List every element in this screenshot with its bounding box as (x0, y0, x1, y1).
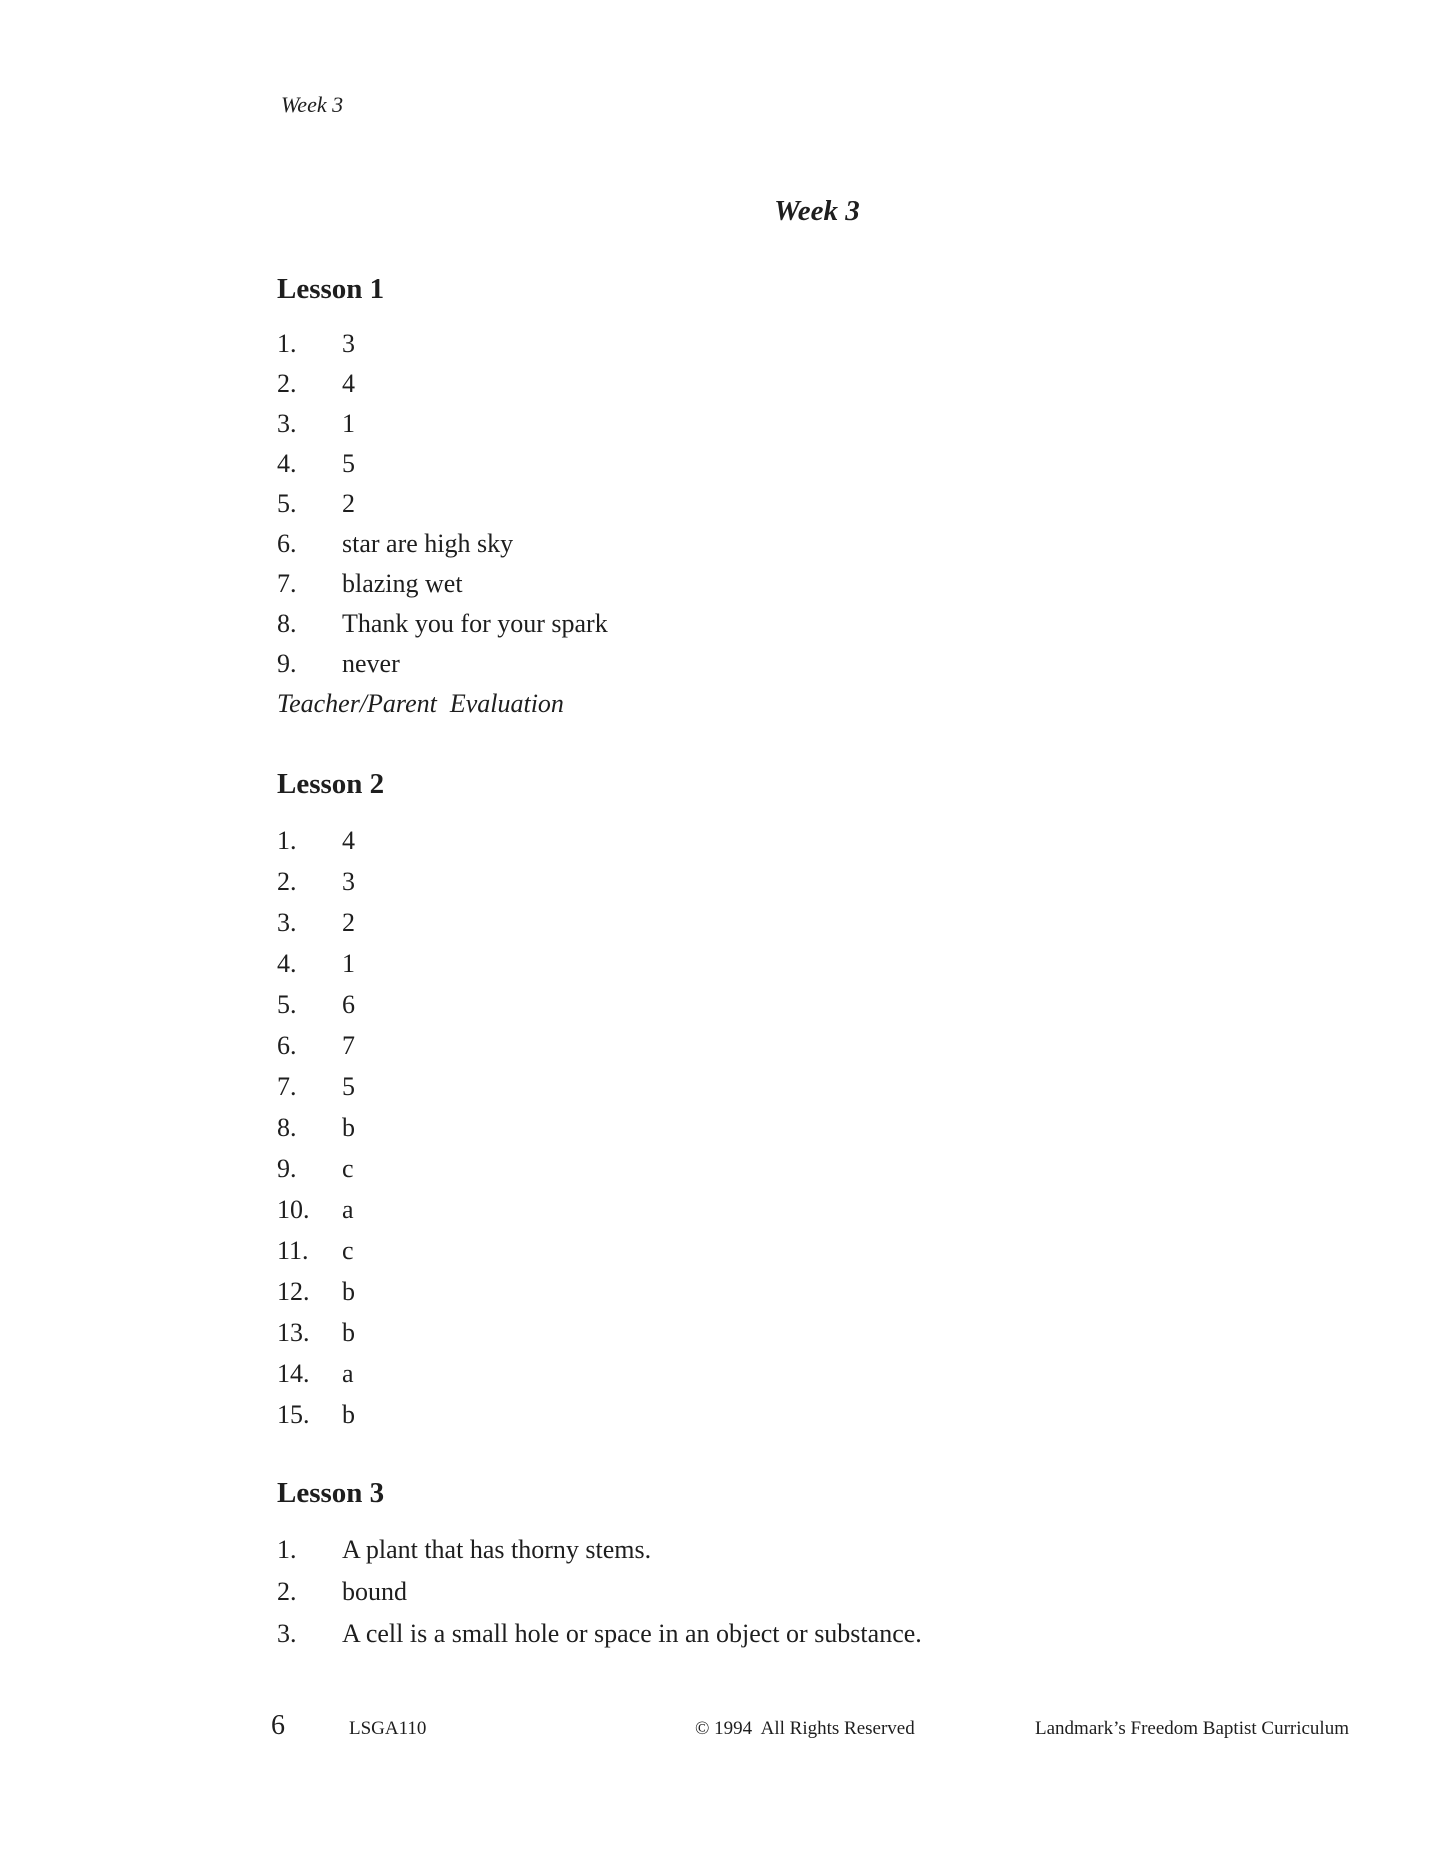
lesson-3-heading: Lesson 3 (277, 1477, 385, 1509)
answer-text: 4 (342, 369, 355, 398)
answer-row (277, 1394, 1357, 1435)
answer-text: A plant that has thorny stems. (342, 1535, 652, 1564)
answer-number: 7. (277, 1072, 297, 1101)
answer-row (277, 484, 1357, 524)
answer-number: 2. (277, 867, 297, 896)
answer-row (277, 644, 1357, 684)
answer-number: 2. (277, 1577, 297, 1606)
answer-number: 14. (277, 1359, 310, 1388)
answer-text: Thank you for your spark (342, 609, 608, 638)
page-content (277, 0, 1357, 1655)
answer-number: 3. (277, 1619, 297, 1648)
answer-number: 1. (277, 826, 297, 855)
answer-number: 2. (277, 369, 297, 398)
answer-row (277, 1148, 1357, 1189)
answer-text: 6 (342, 990, 355, 1019)
teacher-parent-evaluation-note: Teacher/Parent Evaluation (277, 689, 564, 718)
answer-number: 6. (277, 529, 297, 558)
answer-text: 1 (342, 949, 355, 978)
answer-text: b (342, 1277, 355, 1306)
answer-text: c (342, 1236, 354, 1265)
answer-number: 13. (277, 1318, 310, 1347)
answer-number: 4. (277, 949, 297, 978)
lesson-1-section (277, 275, 1357, 724)
answer-number: 8. (277, 1113, 297, 1142)
answer-row (277, 1271, 1357, 1312)
answer-row (277, 404, 1357, 444)
answer-row (277, 1189, 1357, 1230)
answer-text: blazing wet (342, 569, 463, 598)
answer-row (277, 524, 1357, 564)
page-footer (0, 1712, 1445, 1762)
answer-row (277, 1312, 1357, 1353)
publisher-name: Landmark’s Freedom Baptist Curriculum (1035, 1718, 1349, 1739)
answer-text: 3 (342, 329, 355, 358)
answer-number: 9. (277, 649, 297, 678)
answer-text: 7 (342, 1031, 355, 1060)
answer-row (277, 364, 1357, 404)
answer-row (277, 943, 1357, 984)
answer-number: 3. (277, 409, 297, 438)
answer-text: 5 (342, 1072, 355, 1101)
catalog-code: LSGA110 (349, 1718, 427, 1739)
answer-row (277, 902, 1357, 943)
lesson-1-heading: Lesson 1 (277, 273, 385, 305)
answer-text: 5 (342, 449, 355, 478)
answer-text: c (342, 1154, 354, 1183)
answer-text: 2 (342, 489, 355, 518)
answer-text: b (342, 1400, 355, 1429)
answer-row (277, 1107, 1357, 1148)
answer-text: bound (342, 1577, 407, 1606)
answer-text: 2 (342, 908, 355, 937)
answer-row (277, 984, 1357, 1025)
answer-number: 4. (277, 449, 297, 478)
answer-row (277, 1353, 1357, 1394)
answer-text: A cell is a small hole or space in an object or substance. (342, 1619, 922, 1648)
running-header: Week 3 (281, 92, 344, 117)
answer-row (277, 1066, 1357, 1107)
answer-text: a (342, 1359, 354, 1388)
answer-number: 7. (277, 569, 297, 598)
answer-row (277, 861, 1357, 902)
answer-row (277, 1230, 1357, 1271)
answer-number: 15. (277, 1400, 310, 1429)
answer-row (277, 1025, 1357, 1066)
lesson-2-heading: Lesson 2 (277, 768, 385, 800)
answer-row (277, 1529, 1357, 1571)
answer-text: 3 (342, 867, 355, 896)
page-title: Week 3 (774, 195, 860, 227)
answer-number: 8. (277, 609, 297, 638)
answer-number: 3. (277, 908, 297, 937)
answer-row (277, 444, 1357, 484)
answer-row (277, 564, 1357, 604)
answer-number: 9. (277, 1154, 297, 1183)
lesson-3-section (277, 1479, 1357, 1655)
copyright-notice: © 1994 All Rights Reserved (695, 1718, 915, 1739)
answer-number: 11. (277, 1236, 309, 1265)
answer-text: 4 (342, 826, 355, 855)
answer-row (277, 1613, 1357, 1655)
answer-row (277, 324, 1357, 364)
lesson-1-answer-list (277, 324, 1357, 684)
answer-number: 5. (277, 489, 297, 518)
lesson-2-section (277, 770, 1357, 1435)
answer-text: b (342, 1113, 355, 1142)
answer-number: 5. (277, 990, 297, 1019)
answer-number: 1. (277, 329, 297, 358)
answer-row (277, 604, 1357, 644)
answer-number: 12. (277, 1277, 310, 1306)
page-number: 6 (271, 1710, 285, 1741)
lesson-3-answer-list (277, 1529, 1357, 1655)
answer-text: b (342, 1318, 355, 1347)
answer-text: 1 (342, 409, 355, 438)
answer-number: 6. (277, 1031, 297, 1060)
answer-text: never (342, 649, 400, 678)
answer-number: 10. (277, 1195, 310, 1224)
answer-row (277, 820, 1357, 861)
answer-text: star are high sky (342, 529, 514, 558)
answer-number: 1. (277, 1535, 297, 1564)
answer-text: a (342, 1195, 354, 1224)
lesson-2-answer-list (277, 820, 1357, 1435)
answer-row (277, 1571, 1357, 1613)
